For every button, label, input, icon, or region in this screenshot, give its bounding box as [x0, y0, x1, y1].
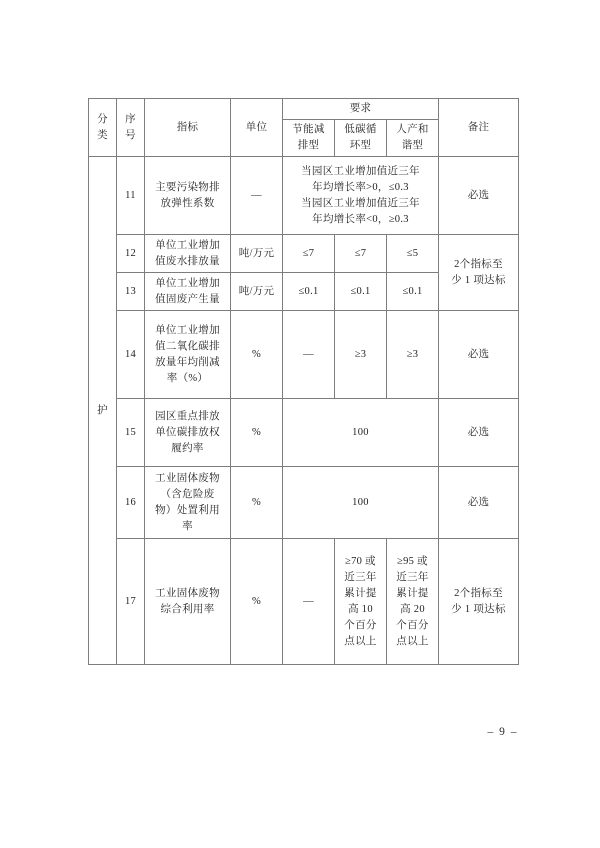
table-row: [89, 399, 519, 467]
requirement-cell-low-carbon: ≥3: [335, 311, 387, 399]
indicator-table-container: [88, 98, 518, 665]
requirement-cell-span: 100: [283, 467, 439, 539]
requirement-cell-harmonious: ≥95 或 近三年 累计提 高 20 个百分 点以上: [387, 539, 439, 665]
requirement-cell-energy-saving: —: [283, 539, 335, 665]
requirement-cell-energy-saving: ≤0.1: [283, 273, 335, 311]
header-requirement-harmonious: 人产和 谐型: [387, 120, 439, 157]
serial-cell: 15: [117, 399, 145, 467]
unit-cell: %: [231, 399, 283, 467]
table-header-row-1: [89, 99, 519, 120]
remark-cell: 必选: [439, 467, 519, 539]
unit-cell: %: [231, 467, 283, 539]
indicator-table: [88, 98, 519, 665]
serial-cell: 16: [117, 467, 145, 539]
indicator-cell: 单位工业增加 值废水排放量: [145, 235, 231, 273]
serial-cell: 11: [117, 157, 145, 235]
header-indicator: 指标: [145, 99, 231, 157]
remark-cell: 必选: [439, 399, 519, 467]
requirement-cell-harmonious: ≥3: [387, 311, 439, 399]
header-remark: 备注: [439, 99, 519, 157]
indicator-cell: 单位工业增加 值固废产生量: [145, 273, 231, 311]
category-cell: 护: [89, 157, 117, 665]
remark-cell: 2个指标至 少 1 项达标: [439, 539, 519, 665]
unit-cell: %: [231, 539, 283, 665]
unit-cell: —: [231, 157, 283, 235]
requirement-cell-low-carbon: ≤0.1: [335, 273, 387, 311]
table-row: [89, 157, 519, 235]
table-row: [89, 311, 519, 399]
unit-cell: 吨/万元: [231, 235, 283, 273]
header-requirement-energy-saving: 节能减 排型: [283, 120, 335, 157]
serial-cell: 17: [117, 539, 145, 665]
table-body: [89, 157, 519, 665]
serial-cell: 14: [117, 311, 145, 399]
remark-cell: 必选: [439, 311, 519, 399]
header-category: 分 类: [89, 99, 117, 157]
requirement-cell-low-carbon: ≤7: [335, 235, 387, 273]
unit-cell: 吨/万元: [231, 273, 283, 311]
indicator-cell: 工业固体废物 （含危险废 物）处置利用 率: [145, 467, 231, 539]
serial-cell: 12: [117, 235, 145, 273]
requirement-cell-harmonious: ≤5: [387, 235, 439, 273]
table-row: [89, 235, 519, 273]
header-requirement-group: 要求: [283, 99, 439, 120]
requirement-cell-harmonious: ≤0.1: [387, 273, 439, 311]
header-unit: 单位: [231, 99, 283, 157]
page-number: – 9 –: [487, 726, 518, 738]
requirement-cell-energy-saving: ≤7: [283, 235, 335, 273]
indicator-cell: 单位工业增加 值二氧化碳排 放量年均削减 率（%）: [145, 311, 231, 399]
table-row: [89, 539, 519, 665]
serial-cell: 13: [117, 273, 145, 311]
table-header: [89, 99, 519, 157]
requirement-cell-span: 当园区工业增加值近三年 年均增长率>0，≤0.3 当园区工业增加值近三年 年均增长率<0，≥0.3: [283, 157, 439, 235]
header-serial: 序 号: [117, 99, 145, 157]
remark-cell: 2个指标至 少 1 项达标: [439, 235, 519, 311]
header-requirement-low-carbon: 低碳循 环型: [335, 120, 387, 157]
table-row: [89, 467, 519, 539]
unit-cell: %: [231, 311, 283, 399]
requirement-cell-span: 100: [283, 399, 439, 467]
indicator-cell: 主要污染物排 放弹性系数: [145, 157, 231, 235]
requirement-cell-energy-saving: —: [283, 311, 335, 399]
remark-cell: 必选: [439, 157, 519, 235]
indicator-cell: 园区重点排放 单位碳排放权 履约率: [145, 399, 231, 467]
indicator-cell: 工业固体废物 综合利用率: [145, 539, 231, 665]
requirement-cell-low-carbon: ≥70 或 近三年 累计提 高 10 个百分 点以上: [335, 539, 387, 665]
